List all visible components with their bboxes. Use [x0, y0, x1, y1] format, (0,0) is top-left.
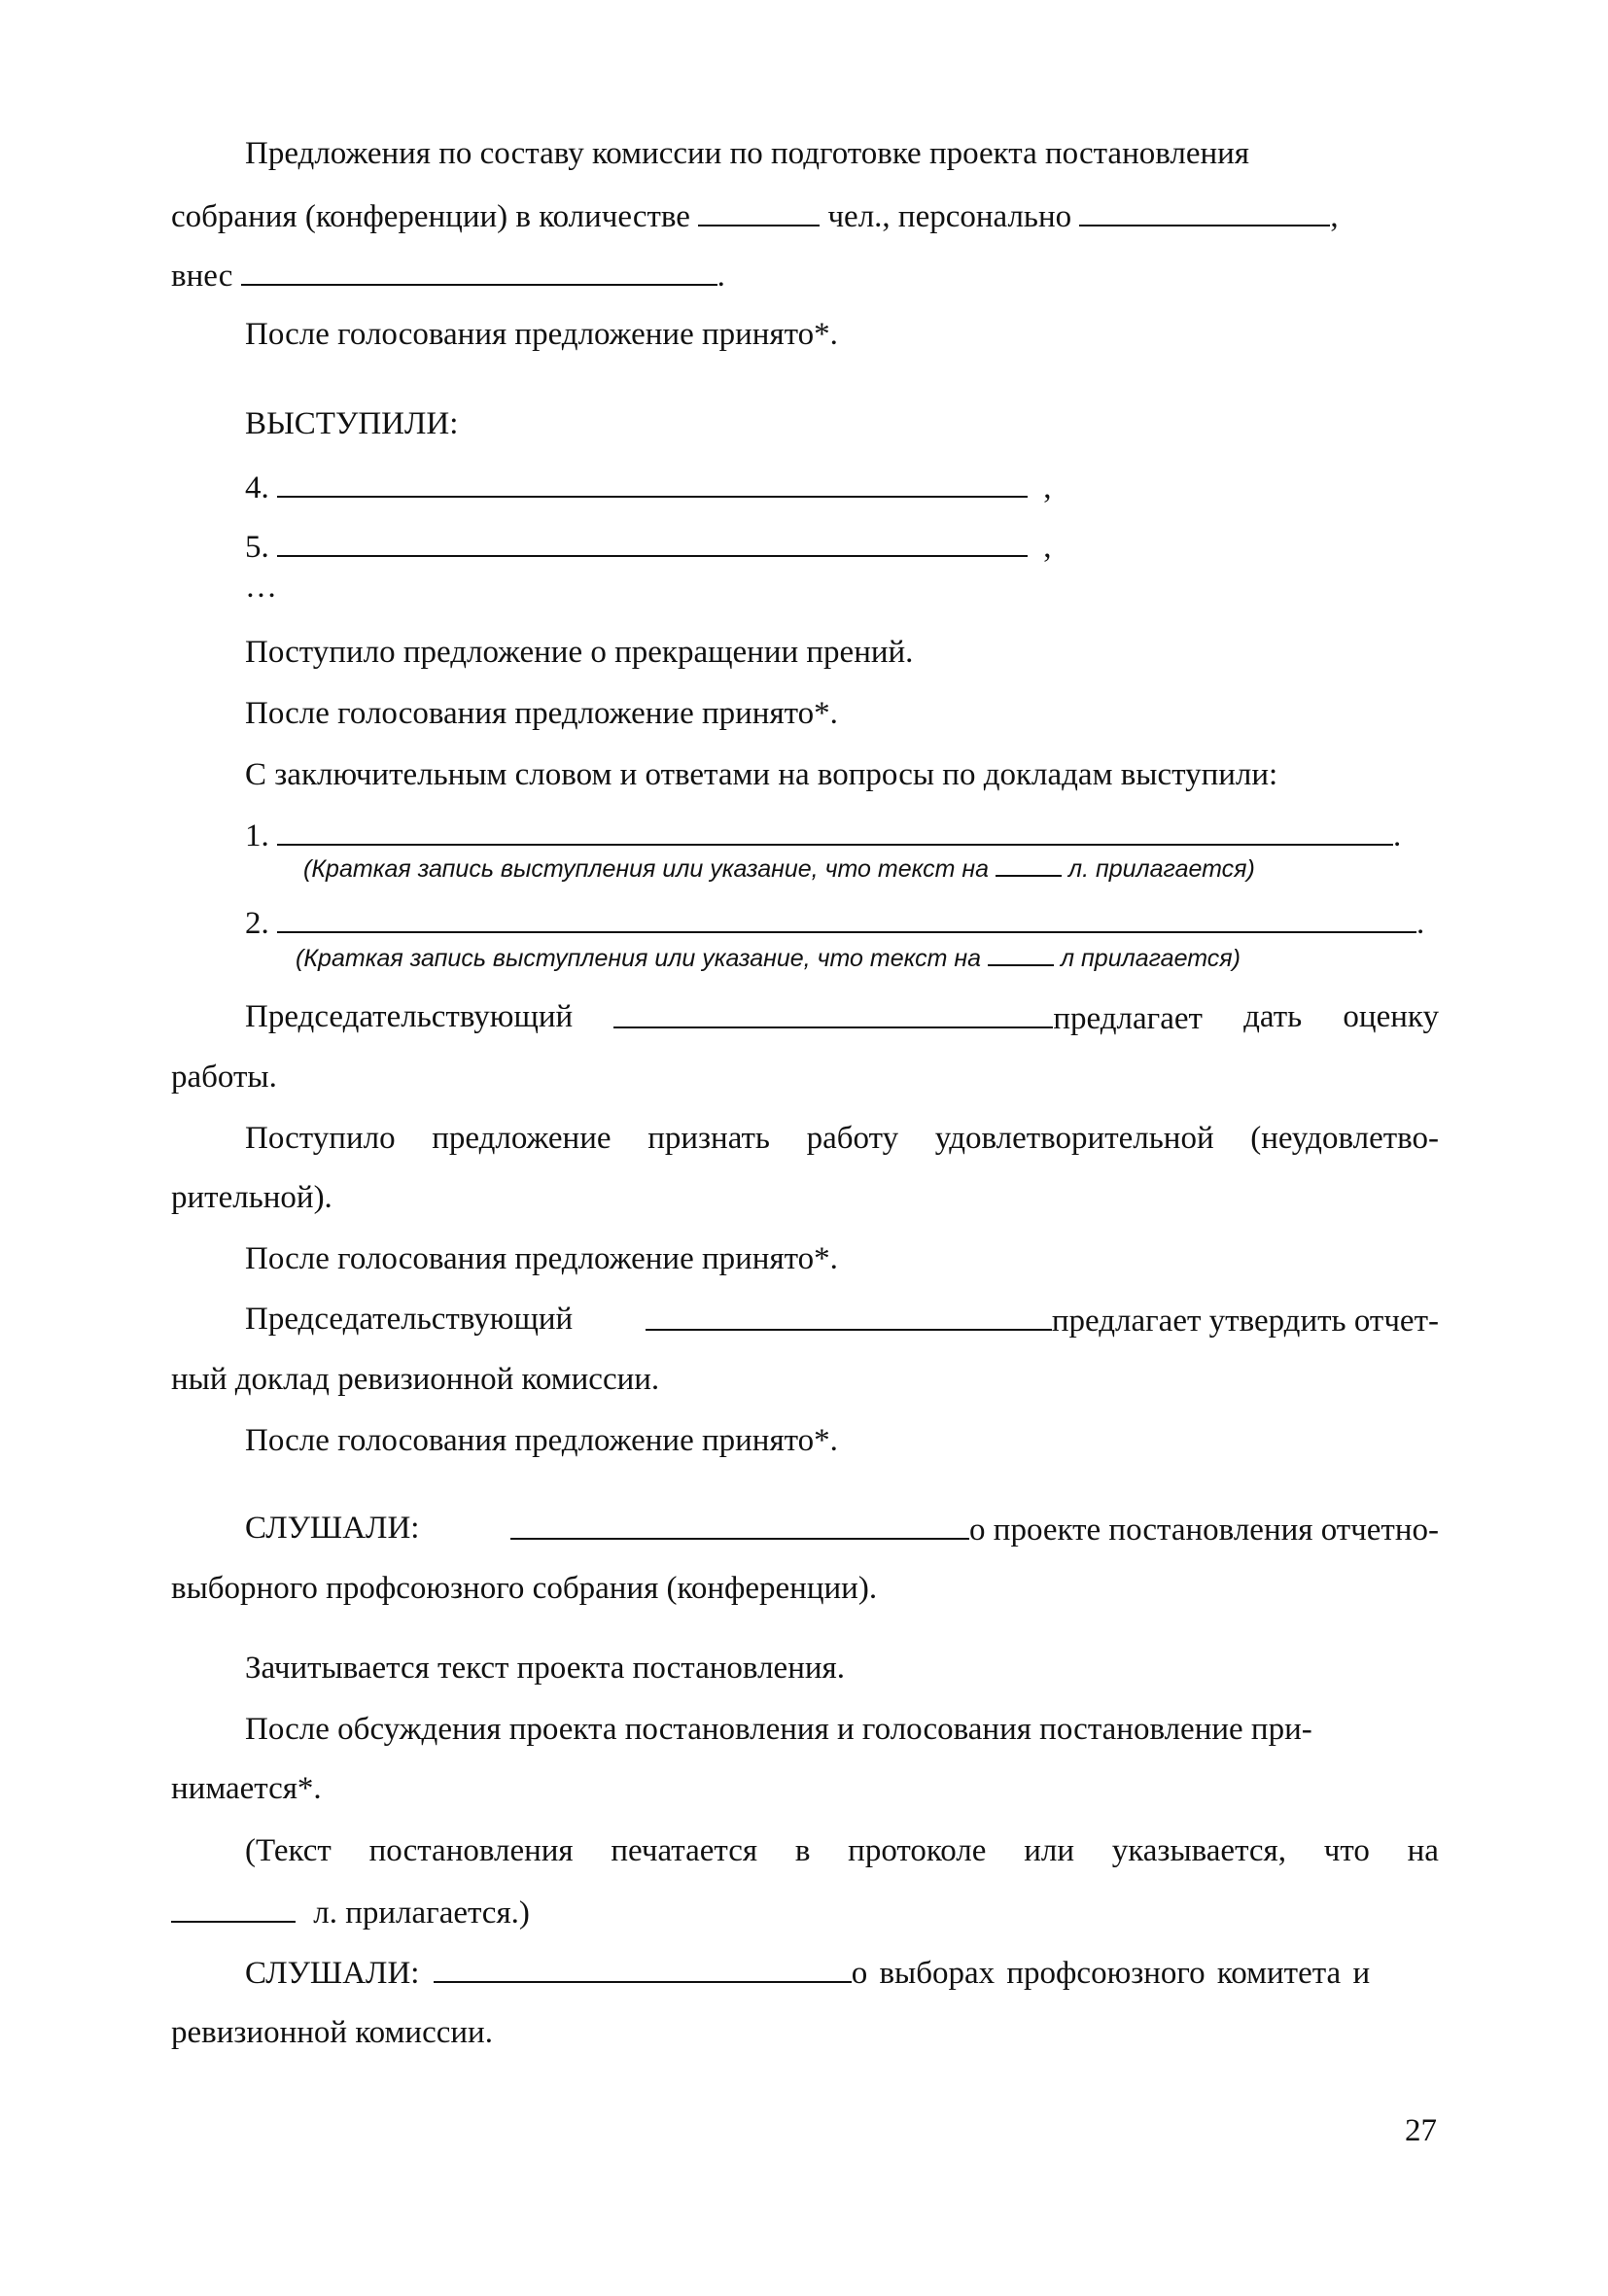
- text-pages-blank[interactable]: [171, 1896, 296, 1923]
- pages-2-blank[interactable]: [988, 945, 1054, 966]
- chair-approve-line-2: ный доклад ревизионной комиссии.: [171, 1362, 660, 1397]
- discussion-line-2: нимается*.: [171, 1771, 322, 1806]
- commission-proposal-line-2: собрания (конференции) в количестве чел., персонально ,: [171, 199, 1339, 234]
- closing-remarks-intro: С заключительным словом и ответами на вопросы по докладам выступили:: [245, 757, 1278, 792]
- commission-proposal-text: Предложения по составу комиссии по подготовке проекта постановления: [245, 136, 1249, 171]
- evaluation-proposal-line-2: рительной).: [171, 1180, 332, 1215]
- pages-1-blank[interactable]: [996, 855, 1062, 877]
- heard-2-blank[interactable]: [434, 1956, 852, 1983]
- speakers-heading: ВЫСТУПИЛИ:: [245, 406, 459, 441]
- reading-note: Зачитывается текст проекта постановления.: [245, 1651, 845, 1686]
- chair-evaluate-line-1: Председательствующий предлагает дать оценку: [245, 999, 1439, 1036]
- count-blank[interactable]: [698, 199, 820, 226]
- persons-blank[interactable]: [1079, 199, 1330, 226]
- accepted-note: После голосования предложение принято*.: [245, 1241, 838, 1276]
- closing-1-blank[interactable]: [277, 818, 1393, 846]
- chair-2-blank[interactable]: [646, 1304, 1052, 1331]
- heard-draft-line-1: СЛУШАЛИ: о проекте постановления отчетно-: [245, 1511, 1439, 1548]
- closing-row-1: 1. .: [245, 818, 1402, 853]
- text-note-line-1: (Текст постановления печатается в протоколе или указывается, что на: [245, 1833, 1439, 1868]
- commission-proposal-line-1: [245, 138, 1439, 170]
- accepted-note: После голосования предложение принято*.: [245, 1423, 838, 1458]
- heard-elections-line-2: ревизионной комиссии.: [171, 2015, 493, 2050]
- closing-2-blank[interactable]: [277, 906, 1416, 933]
- chair-approve-line-1: Председательствующий предлагает утвердить отчет-: [245, 1302, 1439, 1339]
- page-number: 27: [1405, 2113, 1437, 2148]
- chair-1-blank[interactable]: [613, 1001, 1053, 1028]
- chair-evaluate-line-2: работы.: [171, 1060, 277, 1095]
- evaluation-proposal-line-1: Поступило предложение признать работу удовлетворительной (неудовлетво-: [245, 1121, 1439, 1156]
- speaker-4-blank[interactable]: [277, 470, 1028, 498]
- closing-2-hint: (Краткая запись выступления или указание, что текст на л прилагается): [296, 945, 1241, 972]
- heard-1-blank[interactable]: [510, 1513, 969, 1540]
- accepted-note: После голосования предложение принято*.: [245, 696, 838, 731]
- speaker-row-5: 5. ,: [245, 530, 1052, 565]
- closing-row-2: 2. .: [245, 906, 1425, 941]
- speaker-5-blank[interactable]: [277, 530, 1028, 557]
- discussion-line-1: После обсуждения проекта постановления и голосования постановление при-: [245, 1712, 1312, 1747]
- speaker-row-4: 4. ,: [245, 470, 1052, 505]
- submitter-blank[interactable]: [241, 259, 717, 286]
- commission-proposal-line-3: внес .: [171, 259, 725, 294]
- heard-draft-line-2: выборного профсоюзного собрания (конференции).: [171, 1571, 878, 1606]
- text-note-line-2: л. прилагается.): [171, 1896, 530, 1930]
- closing-1-hint: (Краткая запись выступления или указание, что текст на л. прилагается): [303, 855, 1255, 883]
- debates-end-note: Поступило предложение о прекращении прений.: [245, 635, 914, 670]
- accepted-note: После голосования предложение принято*.: [245, 317, 838, 352]
- speakers-ellipsis: …: [245, 570, 277, 605]
- heard-elections-line-1: СЛУШАЛИ: о выборах профсоюзного комитета и: [245, 1956, 1371, 1991]
